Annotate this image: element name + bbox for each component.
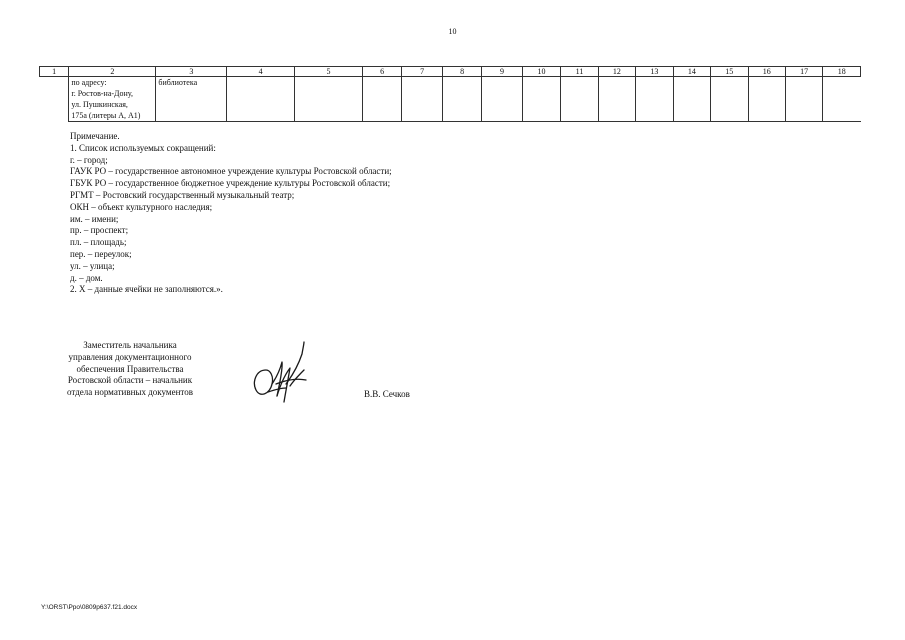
signatory-position — [42, 340, 218, 399]
table-cell — [482, 77, 522, 122]
table-cell — [636, 77, 673, 122]
table-cell — [673, 77, 710, 122]
column-number: 10 — [522, 67, 560, 77]
column-number: 11 — [561, 67, 598, 77]
position-line: обеспечения Правительства — [76, 363, 184, 374]
table-cell — [522, 77, 560, 122]
object-type-cell — [156, 77, 227, 122]
column-number: 2 — [69, 67, 156, 77]
column-number: 16 — [748, 67, 785, 77]
position-line: Ростовской области – начальник — [67, 375, 193, 386]
notes-section — [70, 131, 392, 296]
abbreviation-item: ул. – улица; — [70, 260, 115, 271]
table-row — [40, 77, 861, 122]
position-line: отдела нормативных документов — [67, 387, 193, 398]
column-number-row — [40, 67, 861, 77]
abbreviation-item: ГАУК РО – государственное автономное учреждение культуры Ростовской области; — [70, 166, 392, 177]
notes-title: Примечание. — [70, 131, 120, 141]
column-number: 15 — [711, 67, 748, 77]
abbreviation-item: ОКН – объект культурного наследия; — [70, 201, 213, 212]
abbreviation-item: пер. – переулок; — [70, 248, 132, 259]
table-cell — [785, 77, 822, 122]
abbreviation-item: ГБУК РО – государственное бюджетное учреждение культуры Ростовской области; — [70, 178, 391, 189]
column-number: 3 — [156, 67, 227, 77]
abbreviation-item: д. – дом. — [70, 272, 103, 283]
table-cell — [561, 77, 598, 122]
column-number: 18 — [823, 67, 861, 77]
address-line: 175а (литеры А, А1) — [71, 111, 141, 120]
object-type: библиотека — [158, 78, 198, 87]
table-cell — [227, 77, 295, 122]
position-line: Заместитель начальника — [83, 340, 177, 350]
file-path: Y:\ORST\Ppo\0809p637.f21.docx — [41, 604, 138, 611]
column-number: 1 — [40, 67, 69, 77]
table-cell — [402, 77, 442, 122]
abbreviation-item: РГМТ – Ростовский государственный музыкальный театр; — [70, 189, 295, 200]
column-number: 14 — [673, 67, 710, 77]
abbreviation-item: г. – город; — [70, 154, 108, 165]
address-line: г. Ростов-на-Дону, — [71, 89, 133, 98]
notes-item-2: 2. Х – данные ячейки не заполняются.». — [70, 284, 223, 295]
column-number: 4 — [227, 67, 295, 77]
table-cell — [442, 77, 481, 122]
table-cell — [711, 77, 748, 122]
data-table — [39, 66, 861, 122]
table-cell — [295, 77, 363, 122]
column-number: 6 — [362, 67, 401, 77]
position-line: управления документационного — [68, 351, 192, 362]
address-cell — [69, 77, 156, 122]
table-cell — [362, 77, 401, 122]
column-number: 12 — [598, 67, 635, 77]
column-number: 5 — [295, 67, 363, 77]
abbreviation-item: пр. – проспект; — [70, 225, 129, 236]
abbreviation-item: пл. – площадь; — [70, 237, 127, 248]
column-number: 9 — [482, 67, 522, 77]
table-cell — [40, 77, 69, 122]
page-number: 10 — [448, 27, 457, 36]
handwritten-signature — [246, 340, 314, 406]
abbreviations-list-title: 1. Список используемых сокращений: — [70, 142, 216, 153]
address-line: по адресу: — [71, 78, 107, 87]
address-line: ул. Пушкинская, — [71, 100, 128, 109]
signatory-name: В.В. Сечков — [364, 389, 410, 399]
table-cell — [823, 77, 861, 122]
table-cell — [748, 77, 785, 122]
column-number: 7 — [402, 67, 442, 77]
column-number: 13 — [636, 67, 673, 77]
table-cell — [598, 77, 635, 122]
column-number: 8 — [442, 67, 481, 77]
abbreviation-item: им. – имени; — [70, 213, 119, 224]
column-number: 17 — [785, 67, 822, 77]
